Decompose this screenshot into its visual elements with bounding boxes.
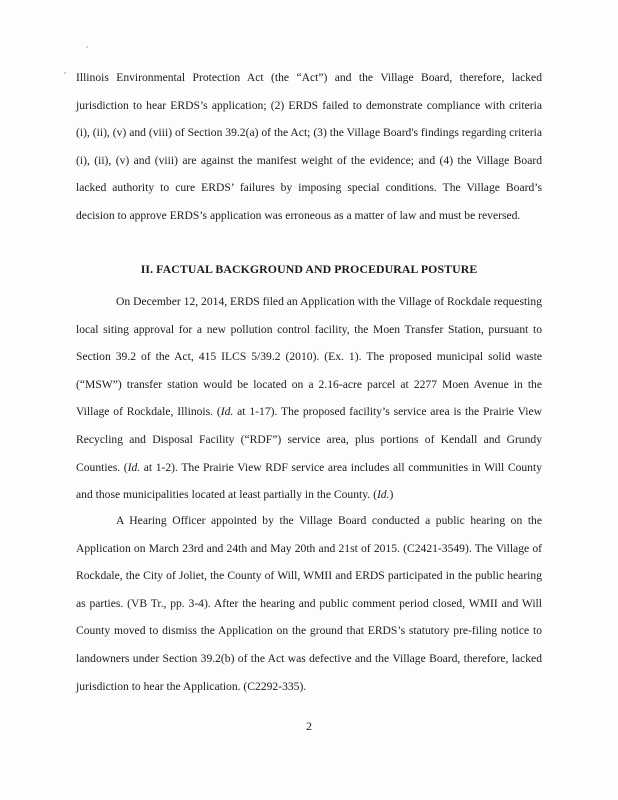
paragraph-hearing: A Hearing Officer appointed by the Village Board conducted a public hearing on the Application on March 23rd and 24th and May 20th and 21st of 2015. (C2421-3549). The Village of Rockdale, the City of Joliet, the County of Will, WMII and ERDS participated in the public hearing as parties. (VB Tr., pp. 3-4). After the hearing and public comment period closed, WMII and Will County moved to dismiss the Application on the ground that ERDS’s statutory pre-filing notice to landowners under Section 39.2(b) of the Act was defective and the Village Board, therefore, lacked jurisdiction to hear the Application. (C2292-335). [76, 514, 542, 693]
scan-speck [64, 72, 66, 74]
paragraph-text: ) [389, 488, 394, 502]
paragraph-text: at 1-2). The Prairie View RDF service area includes all communities in Will County and those municipalities located at least partially in the County. ( [76, 460, 542, 502]
paragraph-text: at 1-17). The proposed facility’s service area is the Prairie View Recycling and Disposal Facility (“RDF”) service area, plus portions of Kendall and Grundy Counties. ( [76, 405, 542, 474]
paragraph-intro-continued: Illinois Environmental Protection Act (the “Act”) and the Village Board, therefore, lacked jurisdiction to hear ERDS’s application; (2) ERDS failed to demonstrate compliance with criteria (i), (ii), (v) and (viii) of Section 39.2(a) of the Act; (3) the Village Board's findings regarding criteria (i), (ii), (v) and (viii) are against the manifest weight of the evidence; and (4) the Village Board lacked authority to cure ERDS’ failures by imposing special conditions. The Village Board’s decision to approve ERDS’s application was erroneous as a matter of law and must be reversed. [76, 71, 542, 222]
citation-id: Id. [220, 405, 234, 419]
paragraph-text: On December 12, 2014, ERDS filed an Application with the Village of Rockdale requesting local siting approval for a new pollution control facility, the Moen Transfer Station, pursuant to Section 39.2 of the Act, 415 ILCS 5/39.2 (2010). (Ex. 1). The proposed municipal solid waste (“MSW”) transfer station would be located on a 2.16-acre parcel at 2277 Moen Avenue in the Village of Rockdale, Illinois. ( [76, 295, 542, 419]
citation-id: Id. [127, 460, 141, 474]
citation-id: Id. [376, 488, 390, 502]
page-number: 2 [306, 719, 312, 733]
section-heading: II. FACTUAL BACKGROUND AND PROCEDURAL POSTURE [140, 262, 478, 276]
paragraph-factual-background [76, 288, 542, 509]
scan-speck [86, 46, 88, 48]
